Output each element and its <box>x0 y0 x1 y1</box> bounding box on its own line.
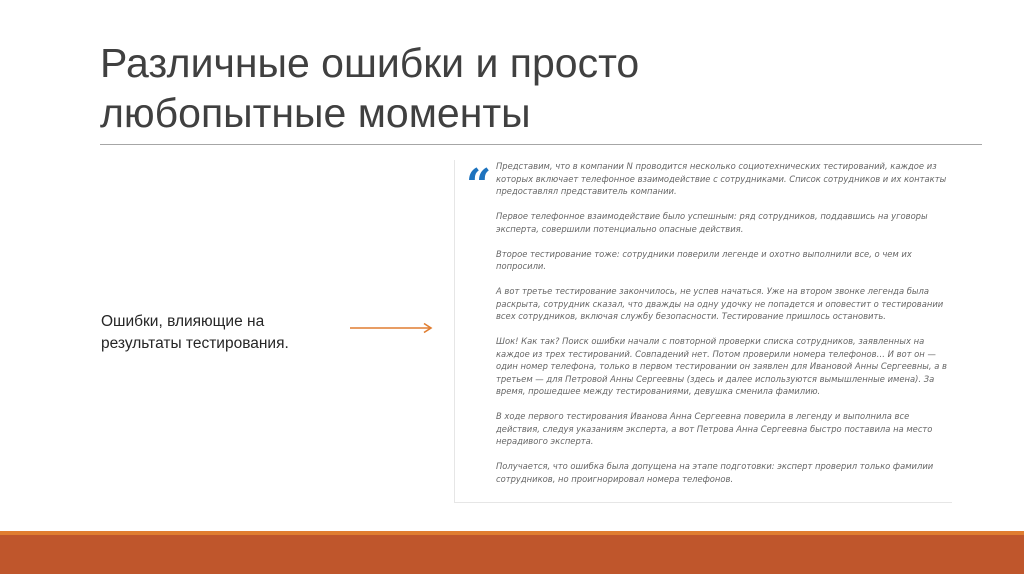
right-arrow-icon <box>350 322 436 334</box>
slide-title-line-1: Различные ошибки и просто <box>100 40 640 86</box>
quote-text <box>496 160 948 498</box>
left-caption <box>101 311 361 355</box>
slide-title-line-2: любопытные моменты <box>100 90 531 136</box>
quote-paragraph: Получается, что ошибка была допущена на этапе подготовки: эксперт проверил только фамилии сотрудников, но проигнорировал номера телефонов. <box>496 461 934 484</box>
left-caption-line-1: Ошибки, влияющие на <box>101 313 265 330</box>
quote-paragraph: Шок! Как так? Поиск ошибки начали с повторной проверки списка сотрудников, заявленных на каждое из трех тестирований. Совпадений нет. Потом проверили номера телефонов… И вот он — один номер телефона, только в первом тестировании он заявлен для Ивановой Анны Сергеевны, а в третьем — для Петровой Анны Сергеевны (здесь и далее используются вымышленные имена). За время, прошедшее между тестированиями, девушка сменила фамилию. <box>496 336 947 396</box>
quote-paragraph: Второе тестирование тоже: сотрудники поверили легенде и охотно выполнили все, о чем их попросили. <box>496 248 912 271</box>
quote-paragraph: Первое телефонное взаимодействие было успешным: ряд сотрудников, поддавшись на уговоры эксперта, совершили потенциально опасные действия. <box>496 211 928 234</box>
quote-paragraph: В ходе первого тестирования Иванова Анна Сергеевна поверила в легенду и выполнила все действия, следуя указаниям эксперта, а вот Петрова Анна Сергеевна быстро поставила на место нерадивого эксперта. <box>496 411 933 446</box>
quote-block <box>454 160 952 503</box>
quote-mark-icon: “ <box>466 160 492 211</box>
quote-paragraph: Представим, что в компании N проводится несколько социотехнических тестирований, каждое из которых включает телефонное взаимодействие с сотрудниками. Список сотрудников и их контакты предоставлял представитель компании. <box>496 161 947 196</box>
title-divider <box>100 144 982 145</box>
left-caption-line-2: результаты тестирования. <box>101 335 289 352</box>
quote-paragraph: А вот третье тестирование закончилось, не успев начаться. Уже на втором звонке легенда была раскрыта, сотрудник сказал, что дважды на одну удочку не попадется и оповестит о тестировании всех сотрудников, включая службу безопасности. Тестирование пришлось остановить. <box>496 286 944 321</box>
slide-title <box>100 38 920 138</box>
footer-bar <box>0 535 1024 574</box>
